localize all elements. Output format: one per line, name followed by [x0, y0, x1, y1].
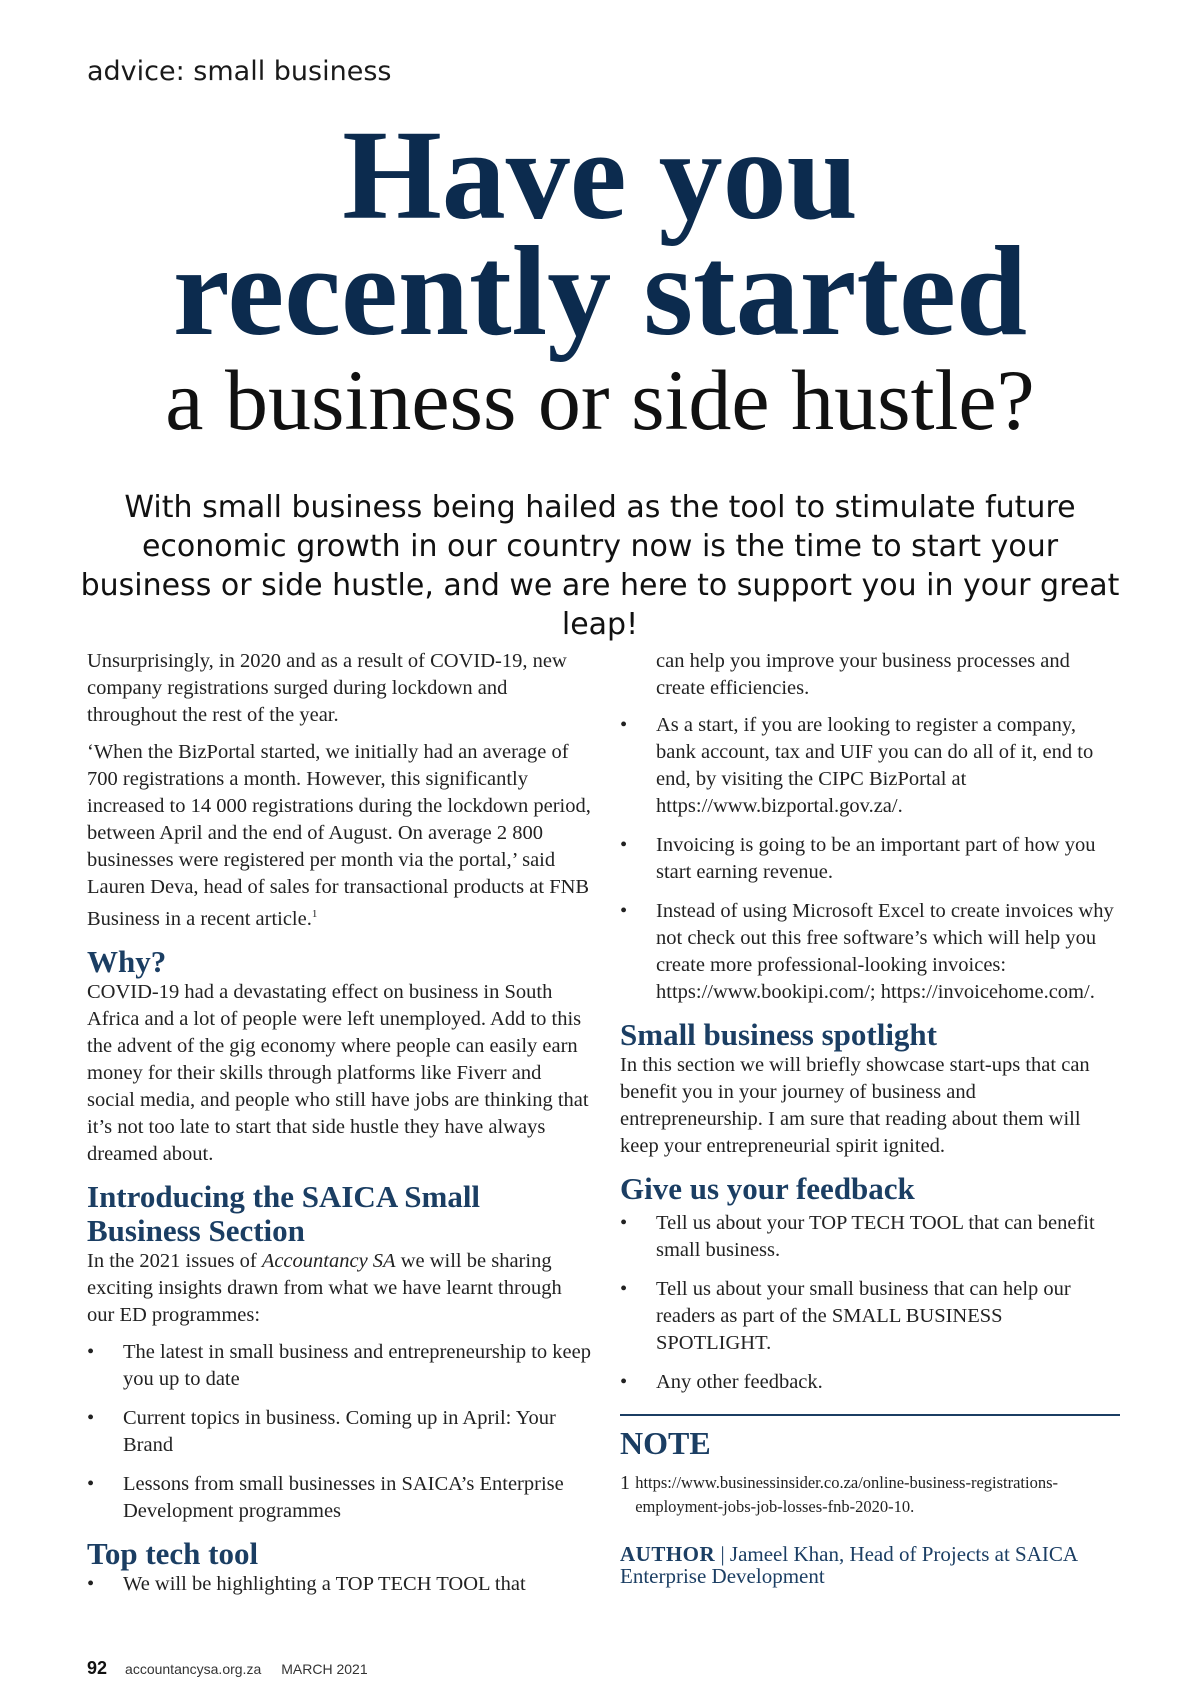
why-heading: Why? — [87, 943, 167, 979]
left-column — [87, 648, 592, 1610]
author-label: AUTHOR — [620, 1542, 716, 1566]
author-separator: | — [715, 1542, 730, 1566]
tech-bullet-continued: can help you improve your business processes and create efficiencies. — [656, 650, 1070, 699]
footnote-link[interactable]: https://www.businessinsider.co.za/online-business-registrations-employment-jobs-job-losses-fnb-2020-10. — [635, 1473, 1059, 1516]
intro-paragraph-1: Unsurprisingly, in 2020 and as a result of COVID-19, new company registrations surged during lockdown and throughout the rest of the year. — [87, 650, 567, 726]
footnote — [620, 1471, 1120, 1519]
footer-issue: MARCH 2021 — [281, 1661, 368, 1677]
insights-list — [87, 1339, 592, 1525]
right-column — [620, 648, 1120, 1587]
spotlight-paragraph: In this section we will briefly showcase start-ups that can benefit you in your journey of business and entrepreneurship. I am sure that reading about them will keep your entrepreneurial spirit ignited. — [620, 1054, 1090, 1157]
why-paragraph: COVID-19 had a devastating effect on business in South Africa and a lot of people were left unemployed. Add to this the advent of the gig economy where people can easily earn money for their skills through platforms like Fiverr and social media, and people who still have jobs are thinking that it’s not too late to start that side hustle they have always dreamed about. — [87, 980, 589, 1165]
list-item: • Invoicing is going to be an important part of how you start earning revenue. — [620, 832, 1120, 886]
headline-line-3: a business or side hustle? — [165, 352, 1035, 448]
section-tag: advice: small business — [87, 56, 392, 87]
footnote-number: 1 — [620, 1472, 630, 1494]
list-item: • We will be highlighting a TOP TECH TOOL that — [87, 1571, 592, 1598]
note-heading: NOTE — [620, 1425, 711, 1461]
feedback-heading: Give us your feedback — [620, 1171, 915, 1206]
intro-paragraph-2 — [87, 739, 592, 933]
footer-site[interactable]: accountancysa.org.za — [125, 1661, 262, 1677]
list-item: • Current topics in business. Coming up in April: Your Brand — [87, 1405, 592, 1459]
page-number: 92 — [87, 1658, 108, 1678]
standfirst: With small business being hailed as the tool to stimulate future economic growth in our country now is the time to start your business or side hustle, and we are here to support you in your great leap! — [80, 490, 1120, 642]
top-tech-heading: Top tech tool — [87, 1535, 259, 1571]
introducing-paragraph — [87, 1248, 592, 1329]
list-item: • Tell us about your TOP TECH TOOL that can benefit small business. — [620, 1210, 1120, 1264]
list-item: • The latest in small business and entrepreneurship to keep you up to date — [87, 1339, 592, 1393]
footnote-ref: 1 — [311, 908, 318, 920]
page-footer — [87, 1658, 368, 1679]
introducing-paragraph-b: we will be sharing exciting insights drawn from what we have learnt through our ED programmes: — [87, 1249, 562, 1326]
author-name: Jameel Khan, Head of Projects at SAICA Enterprise Development — [620, 1542, 1077, 1588]
list-item: • Instead of using Microsoft Excel to create invoices why not check out this free software’s which will help you create more professional-looking invoices: https://www.bookipi.com/; https://invoicehome.com/. — [620, 898, 1120, 1006]
author-credit — [620, 1543, 1120, 1587]
headline-line-2: recently started — [172, 220, 1028, 362]
intro-paragraph-2-text: ‘When the BizPortal started, we initially had an average of 700 registrations a month. However, this significantly increased to 14 000 registrations during the lockdown period, between April and the end of August. On average 2 800 businesses were registered per month via the portal,’ said Lauren Deva, head of sales for transactional products at FNB Business in a recent article. — [87, 741, 591, 930]
tech-list — [87, 1571, 592, 1598]
tech-details-list — [620, 712, 1120, 1006]
divider — [620, 1414, 1120, 1416]
feedback-list — [620, 1210, 1120, 1396]
list-item: • Any other feedback. — [620, 1369, 1120, 1396]
introducing-paragraph-a: In the 2021 issues of — [87, 1249, 262, 1272]
spotlight-heading: Small business spotlight — [620, 1017, 937, 1052]
introducing-heading: Introducing the SAICA Small Business Section — [87, 1178, 481, 1248]
headline-line-1: Have you — [342, 104, 858, 246]
list-item: • Lessons from small businesses in SAICA’s Enterprise Development programmes — [87, 1471, 592, 1525]
magazine-title: Accountancy SA — [261, 1249, 396, 1272]
list-item: • As a start, if you are looking to register a company, bank account, tax and UIF you can do all of it, end to end, by visiting the CIPC BizPortal at https://www.bizportal.gov.za/. — [620, 712, 1120, 820]
list-item: • Tell us about your small business that can help our readers as part of the SMALL BUSINESS SPOTLIGHT. — [620, 1276, 1120, 1357]
